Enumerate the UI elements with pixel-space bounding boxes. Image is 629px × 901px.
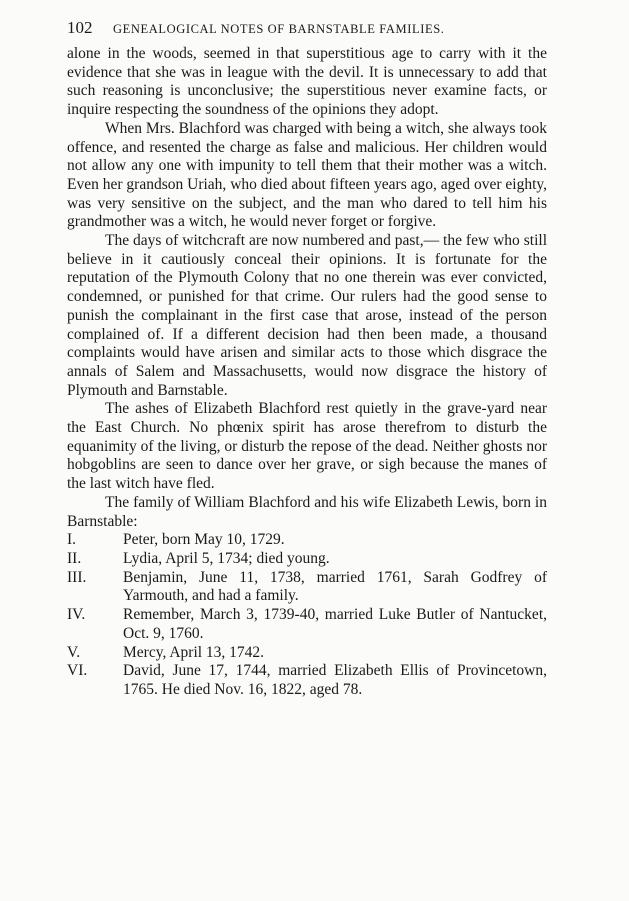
list-item [67, 531, 547, 550]
paragraph-family-intro: The family of William Blachford and his wife Elizabeth Lewis, born in Barnstable: [67, 493, 547, 530]
children-list [67, 531, 547, 699]
paragraph-witchcraft-past: The days of witchcraft are now numbered and past,— the few who still believe in it cautiously conceal their opinions. It is fortunate for the reputation of the Plymouth Colony that no one therein was ever convicted, condemned, or punished for that crime. Our rulers had the good sense to punish the complainant in the first case that arose, instead of the person complained of. If a different decision had then been made, a thousand complaints would have arisen and similar acts to those which disgrace the annals of Salem and Massachusetts, would now disgrace the history of Plymouth and Barnstable. [67, 232, 547, 399]
child-entry: Lydia, April 5, 1734; died young. [123, 549, 330, 567]
list-item [67, 569, 547, 606]
list-item [67, 550, 547, 569]
child-entry: Remember, March 3, 1739-40, married Luke Butler of Nantucket, Oct. 9, 1760. [123, 606, 547, 642]
page-header [67, 18, 547, 39]
running-head: GENEALOGICAL NOTES OF BARNSTABLE FAMILIES. [113, 22, 445, 36]
roman-numeral: I. [67, 531, 77, 549]
page-body [67, 18, 547, 700]
list-item [67, 644, 547, 663]
roman-numeral: II. [67, 549, 82, 567]
child-entry: Mercy, April 13, 1742. [123, 643, 265, 661]
roman-numeral: V. [67, 643, 81, 661]
child-entry: David, June 17, 1744, married Elizabeth Ellis of Provincetown, 1765. He died Nov. 16, 1822, aged 78. [123, 662, 547, 698]
child-entry: Benjamin, June 11, 1738, married 1761, Sarah Godfrey of Yarmouth, and had a family. [123, 568, 547, 605]
list-item [67, 662, 547, 699]
page-number: 102 [67, 18, 93, 37]
paragraph-ashes: The ashes of Elizabeth Blachford rest quietly in the grave-yard near the East Church. No phœnix spirit has arose therefrom to disturb the equanimity of the living, or disturb the repose of the dead. Neither ghosts nor hobgoblins are seen to dance over her grave, or sigh because the manes of the last witch have fled. [67, 400, 547, 493]
paragraph-witch-charge: When Mrs. Blachford was charged with being a witch, she always took offence, and resented the charge as false and malicious. Her children would not allow any one with impunity to tell them that their mother was a witch. Even her grandson Uriah, who died about fifteen years ago, aged over eighty, was very sensitive on the subject, and the man who dared to tell him his grandmother was a witch, he would never forget or forgive. [67, 119, 547, 231]
roman-numeral: III. [67, 568, 87, 586]
roman-numeral: VI. [67, 662, 88, 680]
roman-numeral: IV. [67, 606, 86, 624]
child-entry: Peter, born May 10, 1729. [123, 531, 285, 549]
list-item [67, 606, 547, 643]
paragraph-continuation: alone in the woods, seemed in that superstitious age to carry with it the evidence that she was in league with the devil. It is unnecessary to add that such reasoning is unconclusive; the superstitious never examine facts, or inquire respecting the soundness of the opinions they adopt. [67, 45, 547, 119]
